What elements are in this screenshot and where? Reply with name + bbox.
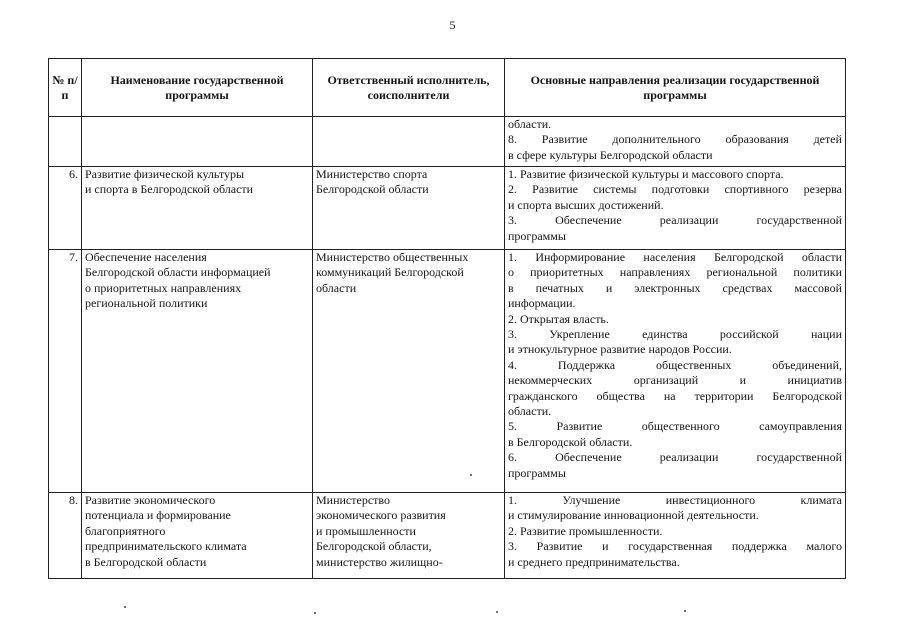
text-line: 6. Обеспечение реализации государственной bbox=[508, 450, 842, 465]
text-line: экономического развития bbox=[316, 508, 446, 523]
text-line: области. bbox=[508, 404, 552, 419]
cell-number: 6. bbox=[49, 167, 82, 250]
cell-directions bbox=[505, 493, 846, 579]
text-line: министерство жилищно- bbox=[316, 554, 443, 569]
text-line: и спорта высших достижений. bbox=[508, 197, 664, 212]
text-line: о приоритетных направлениях региональной политики bbox=[508, 265, 842, 280]
text-line: коммуникаций Белгородской bbox=[316, 265, 464, 280]
cell-program-name bbox=[82, 117, 313, 167]
text-line: в Белгородской области bbox=[85, 554, 207, 569]
text-line: Белгородской области информацией bbox=[85, 265, 271, 280]
text-line: 1. Информирование населения Белгородской области bbox=[508, 250, 842, 264]
text-line: области bbox=[316, 280, 357, 295]
scan-speck bbox=[496, 611, 498, 613]
text-line: Развитие физической культуры bbox=[85, 167, 245, 181]
header-directions: Основные направления реализации государственной программы bbox=[505, 59, 846, 117]
text-line: программы bbox=[508, 465, 566, 480]
cell-directions bbox=[505, 167, 846, 250]
text-line: Обеспечение населения bbox=[85, 250, 207, 264]
table-row-6 bbox=[49, 167, 846, 250]
text-line: региональной политики bbox=[85, 296, 208, 311]
cell-executor bbox=[313, 250, 505, 493]
cell-number: 8. bbox=[49, 493, 82, 579]
text-line: потенциала и формирование bbox=[85, 508, 231, 523]
cell-executor bbox=[313, 493, 505, 579]
text-line: и промышленности bbox=[316, 523, 416, 538]
text-line: о приоритетных направлениях bbox=[85, 280, 242, 295]
header-number: № п/п bbox=[49, 59, 82, 117]
text-line: Белгородской области bbox=[316, 182, 429, 197]
scan-speck bbox=[124, 606, 126, 608]
table-row-8 bbox=[49, 493, 846, 579]
text-line: 3. Обеспечение реализации государственной bbox=[508, 213, 842, 228]
cell-program-name bbox=[82, 167, 313, 250]
text-line: в печатных и электронных средствах массовой bbox=[508, 280, 842, 295]
text-line: и среднего предпринимательства. bbox=[508, 554, 680, 569]
text-line: программы bbox=[508, 228, 566, 243]
scan-speck bbox=[684, 610, 686, 612]
text-line: 2. Открытая власть. bbox=[508, 311, 609, 326]
scan-speck bbox=[314, 612, 316, 614]
text-line: в Белгородской области. bbox=[508, 434, 633, 449]
table-header-row bbox=[49, 59, 846, 117]
text-line: 1. Развитие физической культуры и массового спорта. bbox=[508, 167, 784, 181]
text-line: некоммерческих организаций и инициатив bbox=[508, 373, 842, 388]
text-line: гражданского общества на территории Белгородской bbox=[508, 388, 842, 403]
text-line: 1. Улучшение инвестиционного климата bbox=[508, 493, 842, 507]
text-line: Развитие экономического bbox=[85, 493, 216, 507]
table-row-continuation bbox=[49, 117, 846, 167]
text-line: области. bbox=[508, 117, 552, 131]
text-line: Белгородской области, bbox=[316, 539, 432, 554]
cell-number: 7. bbox=[49, 250, 82, 493]
cell-executor bbox=[313, 167, 505, 250]
text-line: информации. bbox=[508, 296, 576, 311]
cell-directions bbox=[505, 117, 846, 167]
cell-program-name bbox=[82, 250, 313, 493]
text-line: 2. Развитие промышленности. bbox=[508, 523, 663, 538]
text-line: Министерство общественных bbox=[316, 250, 469, 264]
header-executor: Ответственный исполнитель, соисполнители bbox=[313, 59, 505, 117]
text-line: благоприятного bbox=[85, 523, 166, 538]
cell-directions bbox=[505, 250, 846, 493]
text-line: 5. Развитие общественного самоуправления bbox=[508, 419, 842, 434]
text-line: и спорта в Белгородской области bbox=[85, 182, 254, 197]
table-row-7 bbox=[49, 250, 846, 493]
text-line: и этнокультурное развитие народов России. bbox=[508, 342, 732, 357]
scan-speck bbox=[470, 474, 472, 476]
cell-executor bbox=[313, 117, 505, 167]
cell-program-name bbox=[82, 493, 313, 579]
cell-number bbox=[49, 117, 82, 167]
text-line: предпринимательского климата bbox=[85, 539, 247, 554]
header-program-name: Наименование государственной программы bbox=[82, 59, 313, 117]
text-line: Министерство спорта bbox=[316, 167, 428, 181]
text-line: Министерство bbox=[316, 493, 390, 507]
text-line: 8. Развитие дополнительного образования детей bbox=[508, 132, 842, 147]
text-line: и стимулирование инновационной деятельности. bbox=[508, 508, 759, 523]
text-line: 4. Поддержка общественных объединений, bbox=[508, 357, 842, 372]
page-number: 5 bbox=[449, 18, 456, 32]
text-line: 3. Укрепление единства российской нации bbox=[508, 327, 842, 342]
text-line: 2. Развитие системы подготовки спортивного резерва bbox=[508, 182, 842, 197]
text-line: 3. Развитие и государственная поддержка малого bbox=[508, 539, 842, 554]
text-line: в сфере культуры Белгородской области bbox=[508, 147, 713, 162]
programs-table bbox=[48, 58, 846, 579]
